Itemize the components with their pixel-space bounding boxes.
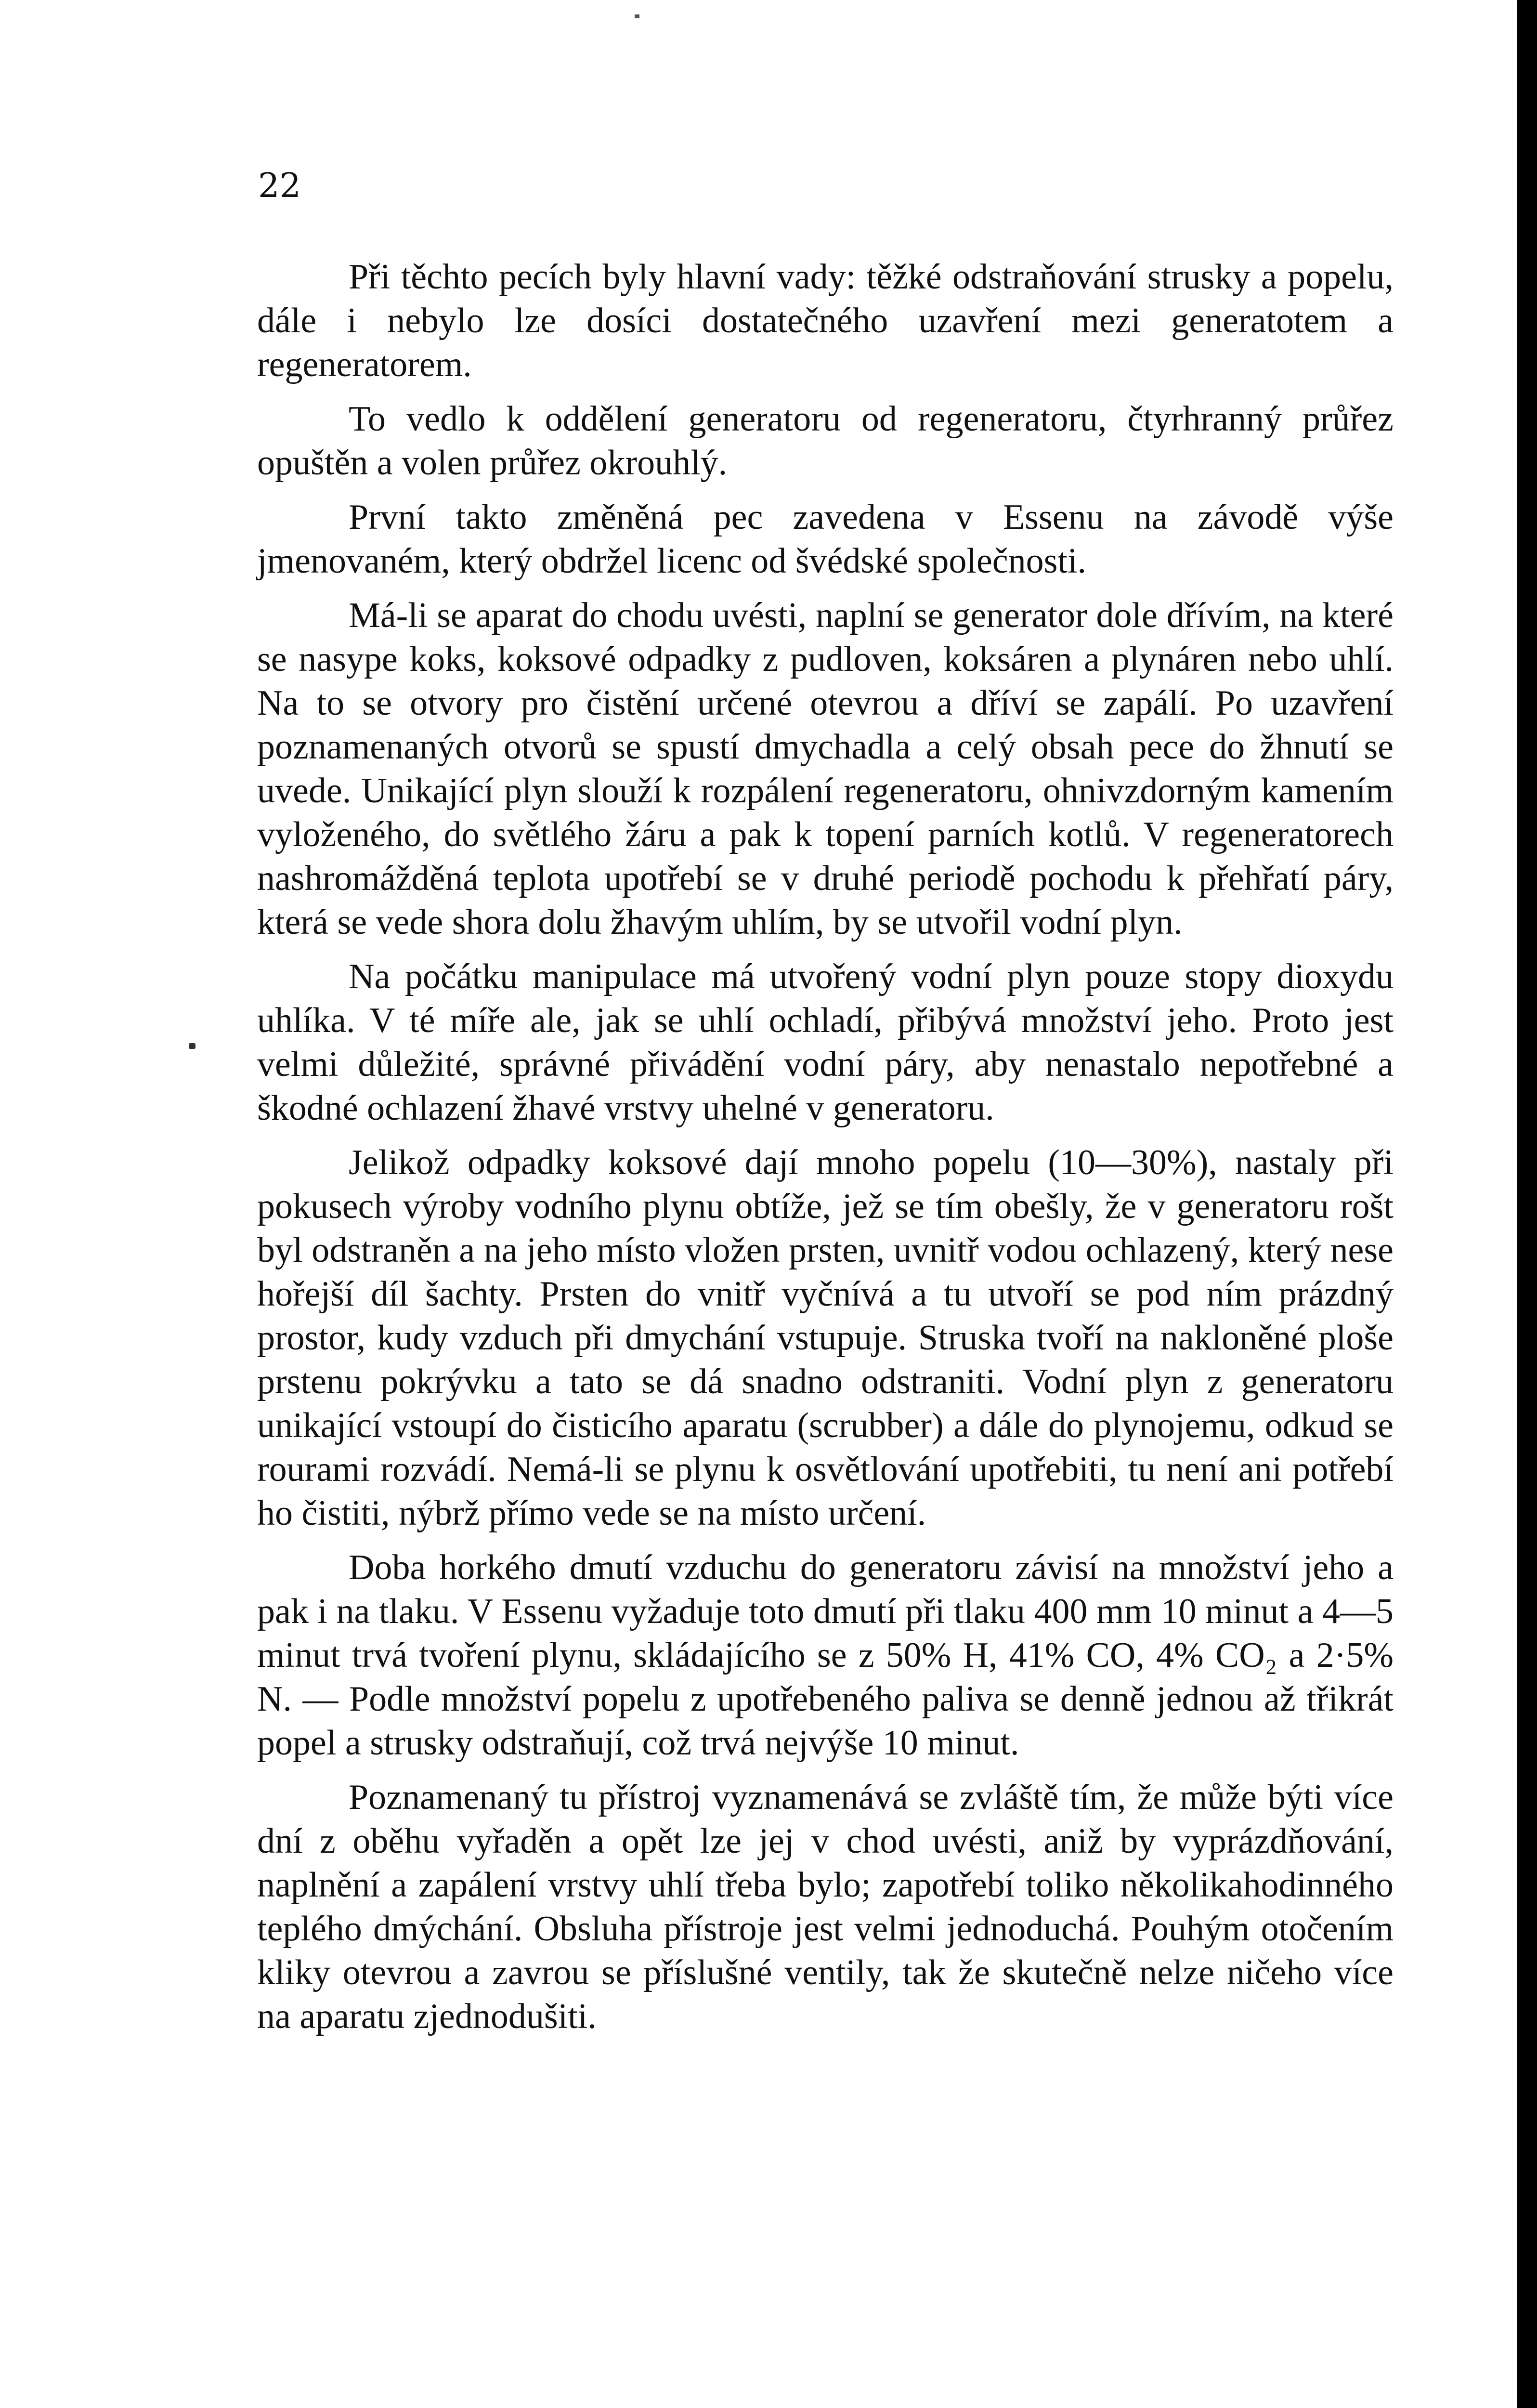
paragraph: To vedlo k oddělení generatoru od regeneratoru, čtyrhranný průřez opuštěn a volen průřez okrouhlý. xyxy=(257,399,1394,483)
paragraph: Na počátku manipulace má utvořený vodní plyn pouze stopy dioxydu uhlíka. V té míře ale, jak se uhlí ochladí, přibývá množství jeho. Proto jest velmi důležité, správné přivádění vodní páry, aby nenastalo nepotřebné a škodné ochlazení žhavé vrstvy uhelné v generatoru. xyxy=(257,957,1394,1128)
paragraph: Jelikož odpadky koksové dají mnoho popelu (10—30%), nastaly při pokusech výroby vodního plynu obtíže, jež se tím obešly, že v generatoru rošt byl odstraněn a na jeho místo vložen prsten, uvnitř vodou ochlazený, který nese hořejší díl šachty. Prsten do vnitř vyčnívá a tu utvoří se pod ním prázdný prostor, kudy vzduch při dmychání vstupuje. Struska tvoří na nakloněné ploše prstenu pokrývku a tato se dá snadno odstraniti. Vodní plyn z generatoru unikající vstoupí do čisticího aparatu (scrubber) a dále do plynojemu, odkud se rourami rozvádí. Nemá-li se plynu k osvětlování upotřebiti, tu není ani potřebí ho čistiti, nýbrž přímo vede se na místo určení. xyxy=(257,1143,1394,1533)
paragraph: Při těchto pecích byly hlavní vady: těžké odstraňování strusky a popelu, dále i nebylo lze dosíci dostatečného uzavření mezi generatotem a regeneratorem. xyxy=(257,257,1394,384)
scan-speck xyxy=(635,14,639,18)
paragraph: Poznamenaný tu přístroj vyznamenává se zvláště tím, že může býti více dní z oběhu vyřaděn a opět lze jej v chod uvésti, aniž by vyprázdňování, naplnění a zapálení vrstvy uhlí třeba bylo; zapotřebí toliko několikahodinného teplého dmýchání. Obsluha přístroje jest velmi jednoduchá. Pouhým otočením kliky otevrou a zavrou se příslušné ventily, tak že skutečně nelze ničeho více na aparatu zjednodušiti. xyxy=(257,1778,1394,2036)
right-scan-border xyxy=(1517,0,1537,2408)
body-text xyxy=(257,255,1394,2049)
margin-mark xyxy=(189,1043,195,1049)
paragraph: První takto změněná pec zavedena v Essenu na závodě výše jmenovaném, který obdržel licenc od švédské společnosti. xyxy=(257,497,1394,581)
page-number: 22 xyxy=(258,166,301,205)
paragraph: Má-li se aparat do chodu uvésti, naplní se generator dole dřívím, na které se nasype koks, koksové odpadky z pudloven, koksáren a plynáren nebo uhlí. Na to se otvory pro čistění určené otevrou a dříví se zapálí. Po uzavření poznamenaných otvorů se spustí dmychadla a celý obsah pece do žhnutí se uvede. Unikající plyn slouží k rozpálení regeneratoru, ohnivzdorným kamením vyloženého, do světlého žáru a pak k topení parních kotlů. V regeneratorech nashromážděná teplota upotřebí se v druhé periodě pochodu k přehřatí páry, která se vede shora dolu žhavým uhlím, by se utvořil vodní plyn. xyxy=(257,596,1394,942)
paragraph: Doba horkého dmutí vzduchu do generatoru závisí na množství jeho a pak i na tlaku. V Essenu vyžaduje toto dmutí při tlaku 400 mm 10 minut a 4—5 minut trvá tvoření plynu, skládajícího se z 50% H, 41% CO, 4% CO₂ a 2·5% N. — Podle množství popelu z upotřebeného paliva se denně jednou až třikrát popel a strusky odstraňují, což trvá nejvýše 10 minut. xyxy=(257,1548,1394,1763)
